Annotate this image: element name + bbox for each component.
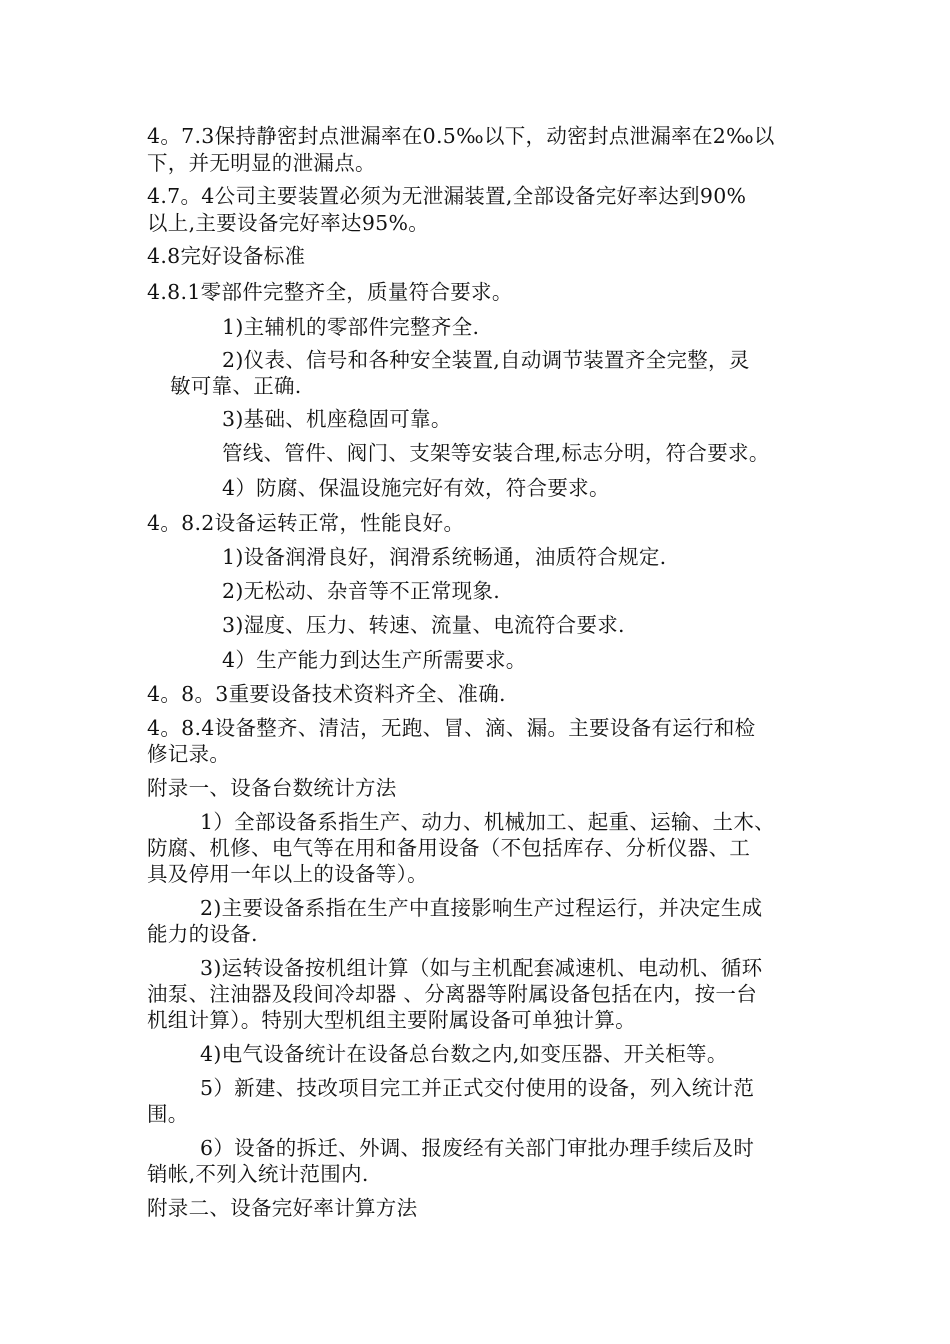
text-line-4-7-4-cont: 以上,主要设备完好率达95%。 [147, 211, 430, 235]
text-line-4-7-3-cont: 下，并无明显的泄漏点。 [147, 151, 376, 175]
text-line-4-8-4-cont: 修记录。 [147, 742, 231, 766]
list-item-3: 3)基础、机座稳固可靠。 [222, 407, 452, 431]
text-line-4-8-2: 4。8.2设备运转正常，性能良好。 [147, 511, 465, 535]
list-item-lubrication: 1)设备润滑良好，润滑系统畅通，油质符合规定. [222, 545, 667, 569]
section-heading-4-8: 4.8完好设备标准 [147, 244, 306, 268]
list-item-4: 4）防腐、保温设施完好有效，符合要求。 [222, 476, 610, 500]
appendix-1-item-3-cont-b: 机组计算）。特别大型机组主要附属设备可单独计算。 [147, 1008, 636, 1032]
appendix-1-item-1-cont-b: 具及停用一年以上的设备等）。 [147, 862, 428, 886]
text-line-4-7-3: 4。7.3保持静密封点泄漏率在0.5‰以下，动密封点泄漏率在2‰以 [147, 124, 775, 148]
appendix-2-heading: 附录二、设备完好率计算方法 [147, 1196, 418, 1220]
list-item-2: 2)仪表、信号和各种安全装置,自动调节装置齐全完整，灵 [222, 348, 750, 372]
appendix-1-item-5-cont: 围。 [147, 1102, 189, 1126]
list-item-pipes: 管线、管件、阀门、支架等安装合理,标志分明，符合要求。 [222, 441, 770, 465]
appendix-1-item-6: 6）设备的拆迁、外调、报废经有关部门审批办理手续后及时 [200, 1136, 755, 1160]
appendix-1-item-2-cont: 能力的设备. [147, 922, 258, 946]
appendix-1-item-2: 2)主要设备系指在生产中直接影响生产过程运行，并决定生成 [200, 896, 763, 920]
appendix-1-item-3-cont-a: 油泵、注油器及段间冷却器 、分离器等附属设备包括在内，按一台 [147, 982, 758, 1006]
list-item-1: 1)主辅机的零部件完整齐全. [222, 315, 480, 339]
list-item-parameters: 3)湿度、压力、转速、流量、电流符合要求. [222, 613, 625, 637]
text-line-4-7-4: 4.7。4公司主要装置必须为无泄漏装置,全部设备完好率达到90% [147, 184, 747, 208]
appendix-1-item-3: 3)运转设备按机组计算（如与主机配套减速机、电动机、循环 [200, 956, 763, 980]
appendix-1-item-4: 4)电气设备统计在设备总台数之内,如变压器、开关柜等。 [200, 1042, 728, 1066]
text-line-4-8-3: 4。8。3重要设备技术资料齐全、准确. [147, 682, 506, 706]
appendix-1-item-6-cont: 销帐,不列入统计范围内. [147, 1162, 369, 1186]
list-item-2-cont: 敏可靠、正确. [170, 374, 302, 398]
text-line-4-8-1: 4.8.1零部件完整齐全，质量符合要求。 [147, 280, 513, 304]
appendix-1-heading: 附录一、设备台数统计方法 [147, 776, 397, 800]
text-line-4-8-4: 4。8.4设备整齐、清洁，无跑、冒、滴、漏。主要设备有运行和检 [147, 716, 756, 740]
list-item-noise: 2)无松动、杂音等不正常现象. [222, 579, 501, 603]
list-item-capacity: 4）生产能力到达生产所需要求。 [222, 648, 527, 672]
appendix-1-item-1-cont-a: 防腐、机修、电气等在用和备用设备（不包括库存、分析仪器、工 [147, 836, 751, 860]
appendix-1-item-1: 1）全部设备系指生产、动力、机械加工、起重、运输、土木、 [200, 810, 775, 834]
appendix-1-item-5: 5）新建、技改项目完工并正式交付使用的设备，列入统计范 [200, 1076, 755, 1100]
